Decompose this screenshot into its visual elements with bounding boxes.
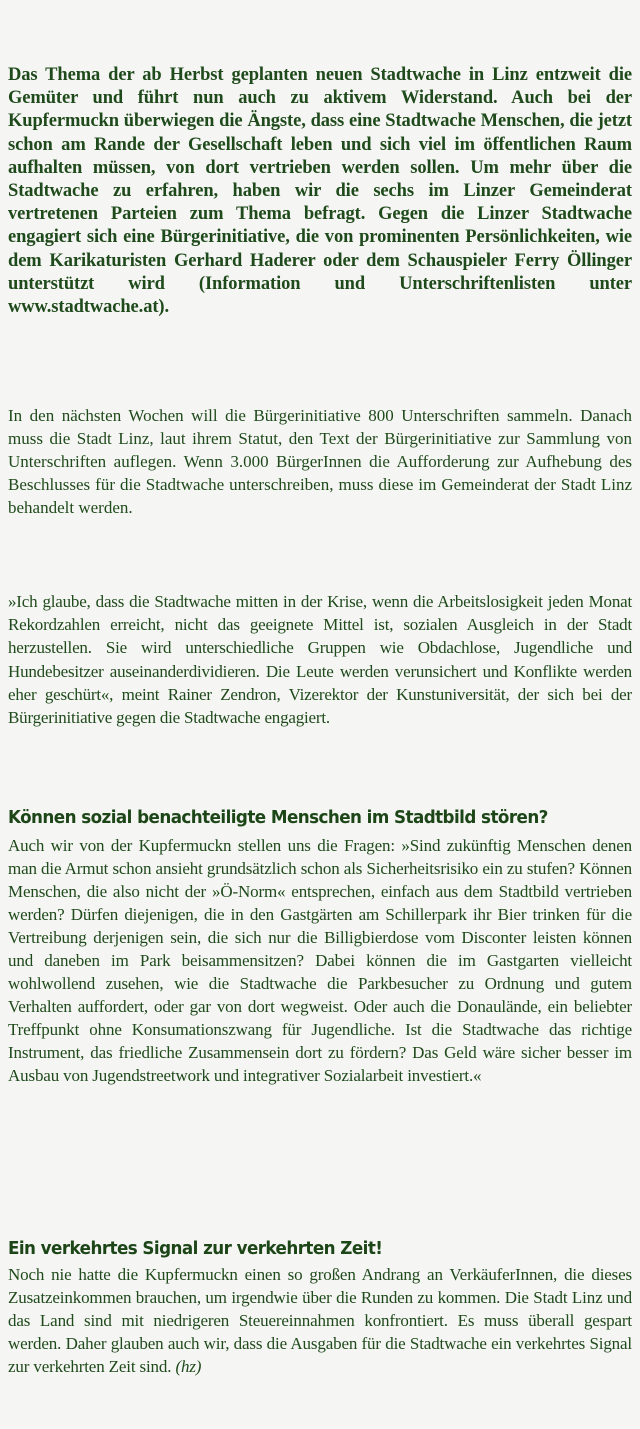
paragraph-conclusion [8, 1263, 632, 1378]
intro-paragraph: Das Thema der ab Herbst geplanten neuen Stadtwache in Linz entzweit die Gemüter und führt nun auch zu aktivem Widerstand. Auch bei der Kupfermuckn überwiegen die Ängste, dass eine Stadtwache Menschen, die jetzt schon am Rande der Gesellschaft leben und sich viel im öffentlichen Raum aufhalten müssen, von dort vertrieben werden sollen. Um mehr über die Stadtwache zu erfahren, haben wir die sechs im Linzer Gemeinderat vertretenen Parteien zum Thema befragt. Gegen die Linzer Stadtwache engagiert sich eine Bürgerinitiative, die von prominenten Persönlichkeiten, wie dem Karikaturisten Gerhard Haderer oder dem Schauspieler Ferry Öllinger unterstützt wird (Information und Unterschriftenlisten unter www.stadtwache.at). [8, 65, 632, 318]
conclusion-text: Noch nie hatte die Kupfermuckn einen so großen Andrang an VerkäuferInnen, die dieses Zusatzeinkommen brauchen, um irgendwie über die Runden zu kommen. Die Stadt Linz und das Land sind mit niedrigeren Steuereinnahmen konfrontiert. Es muss überall gespart werden. Daher glauben auch wir, dass die Ausgaben für die Stadtwache ein verkehrtes Signal zur verkehrten Zeit sind. [8, 1265, 632, 1376]
section-heading-stadtbild: Können sozial benachteiligte Menschen im Stadtbild stören? [8, 807, 548, 828]
paragraph-questions: Auch wir von der Kupfermuckn stellen uns die Fragen: »Sind zukünftig Menschen denen man die Armut schon ansieht grundsätzlich schon als Sicherheitsrisiko ein zu stufen? Können Menschen, die also nicht der »Ö-Norm« entsprechen, einfach aus dem Stadtbild vertrieben werden? Dürfen diejenigen, die in den Gastgärten am Schillerpark ihr Bier trinken für die Vertreibung derjenigen sein, die sich nur die Billigbierdose vom Disconter leisten können und daneben im Park beisammensitzen? Dabei können die im Gastgarten vielleicht wohlwollend zusehen, wie die Stadtwache die Parkbesucher zu Ordnung und gutem Verhalten auffordert, oder gar von dort wegweist. Oder auch die Donaulände, ein beliebter Treffpunkt ohne Konsumationszwang für Jugendliche. Ist die Stadtwache das richtige Instrument, das friedliche Zusammensein dort zu fördern? Das Geld wäre sicher besser im Ausbau von Jugendstreetwork und integrativer Sozialarbeit investiert.« [8, 836, 632, 1085]
section-heading-signal: Ein verkehrtes Signal zur verkehrten Zeit! [8, 1238, 383, 1259]
author-signature: (hz) [175, 1357, 202, 1376]
paragraph-quote-zendron: »Ich glaube, dass die Stadtwache mitten in der Krise, wenn die Arbeitslosigkeit jeden Monat Rekordzahlen erreicht, nicht das geeignete Mittel ist, sozialen Ausgleich in der Stadt herzustellen. Sie wird unterschiedliche Gruppen wie Obdachlose, Jugendliche und Hundebesitzer auseinanderdividieren. Die Leute werden verunsichert und Konflikte werden eher geschürt«, meint Rainer Zendron, Vizerektor der Kunstuniversität, der sich bei der Bürgerinitiative gegen die Stadtwache engagiert. [8, 592, 632, 728]
paragraph-signatures: In den nächsten Wochen will die Bürgerinitiative 800 Unterschriften sammeln. Danach muss die Stadt Linz, laut ihrem Statut, den Text der Bürgerinitiative zur Sammlung von Unterschriften auflegen. Wenn 3.000 BürgerInnen die Aufforderung zur Aufhebung des Beschlusses für die Stadtwache unterschreiben, muss diese im Gemeinderat der Stadt Linz behandelt werden. [8, 406, 632, 517]
